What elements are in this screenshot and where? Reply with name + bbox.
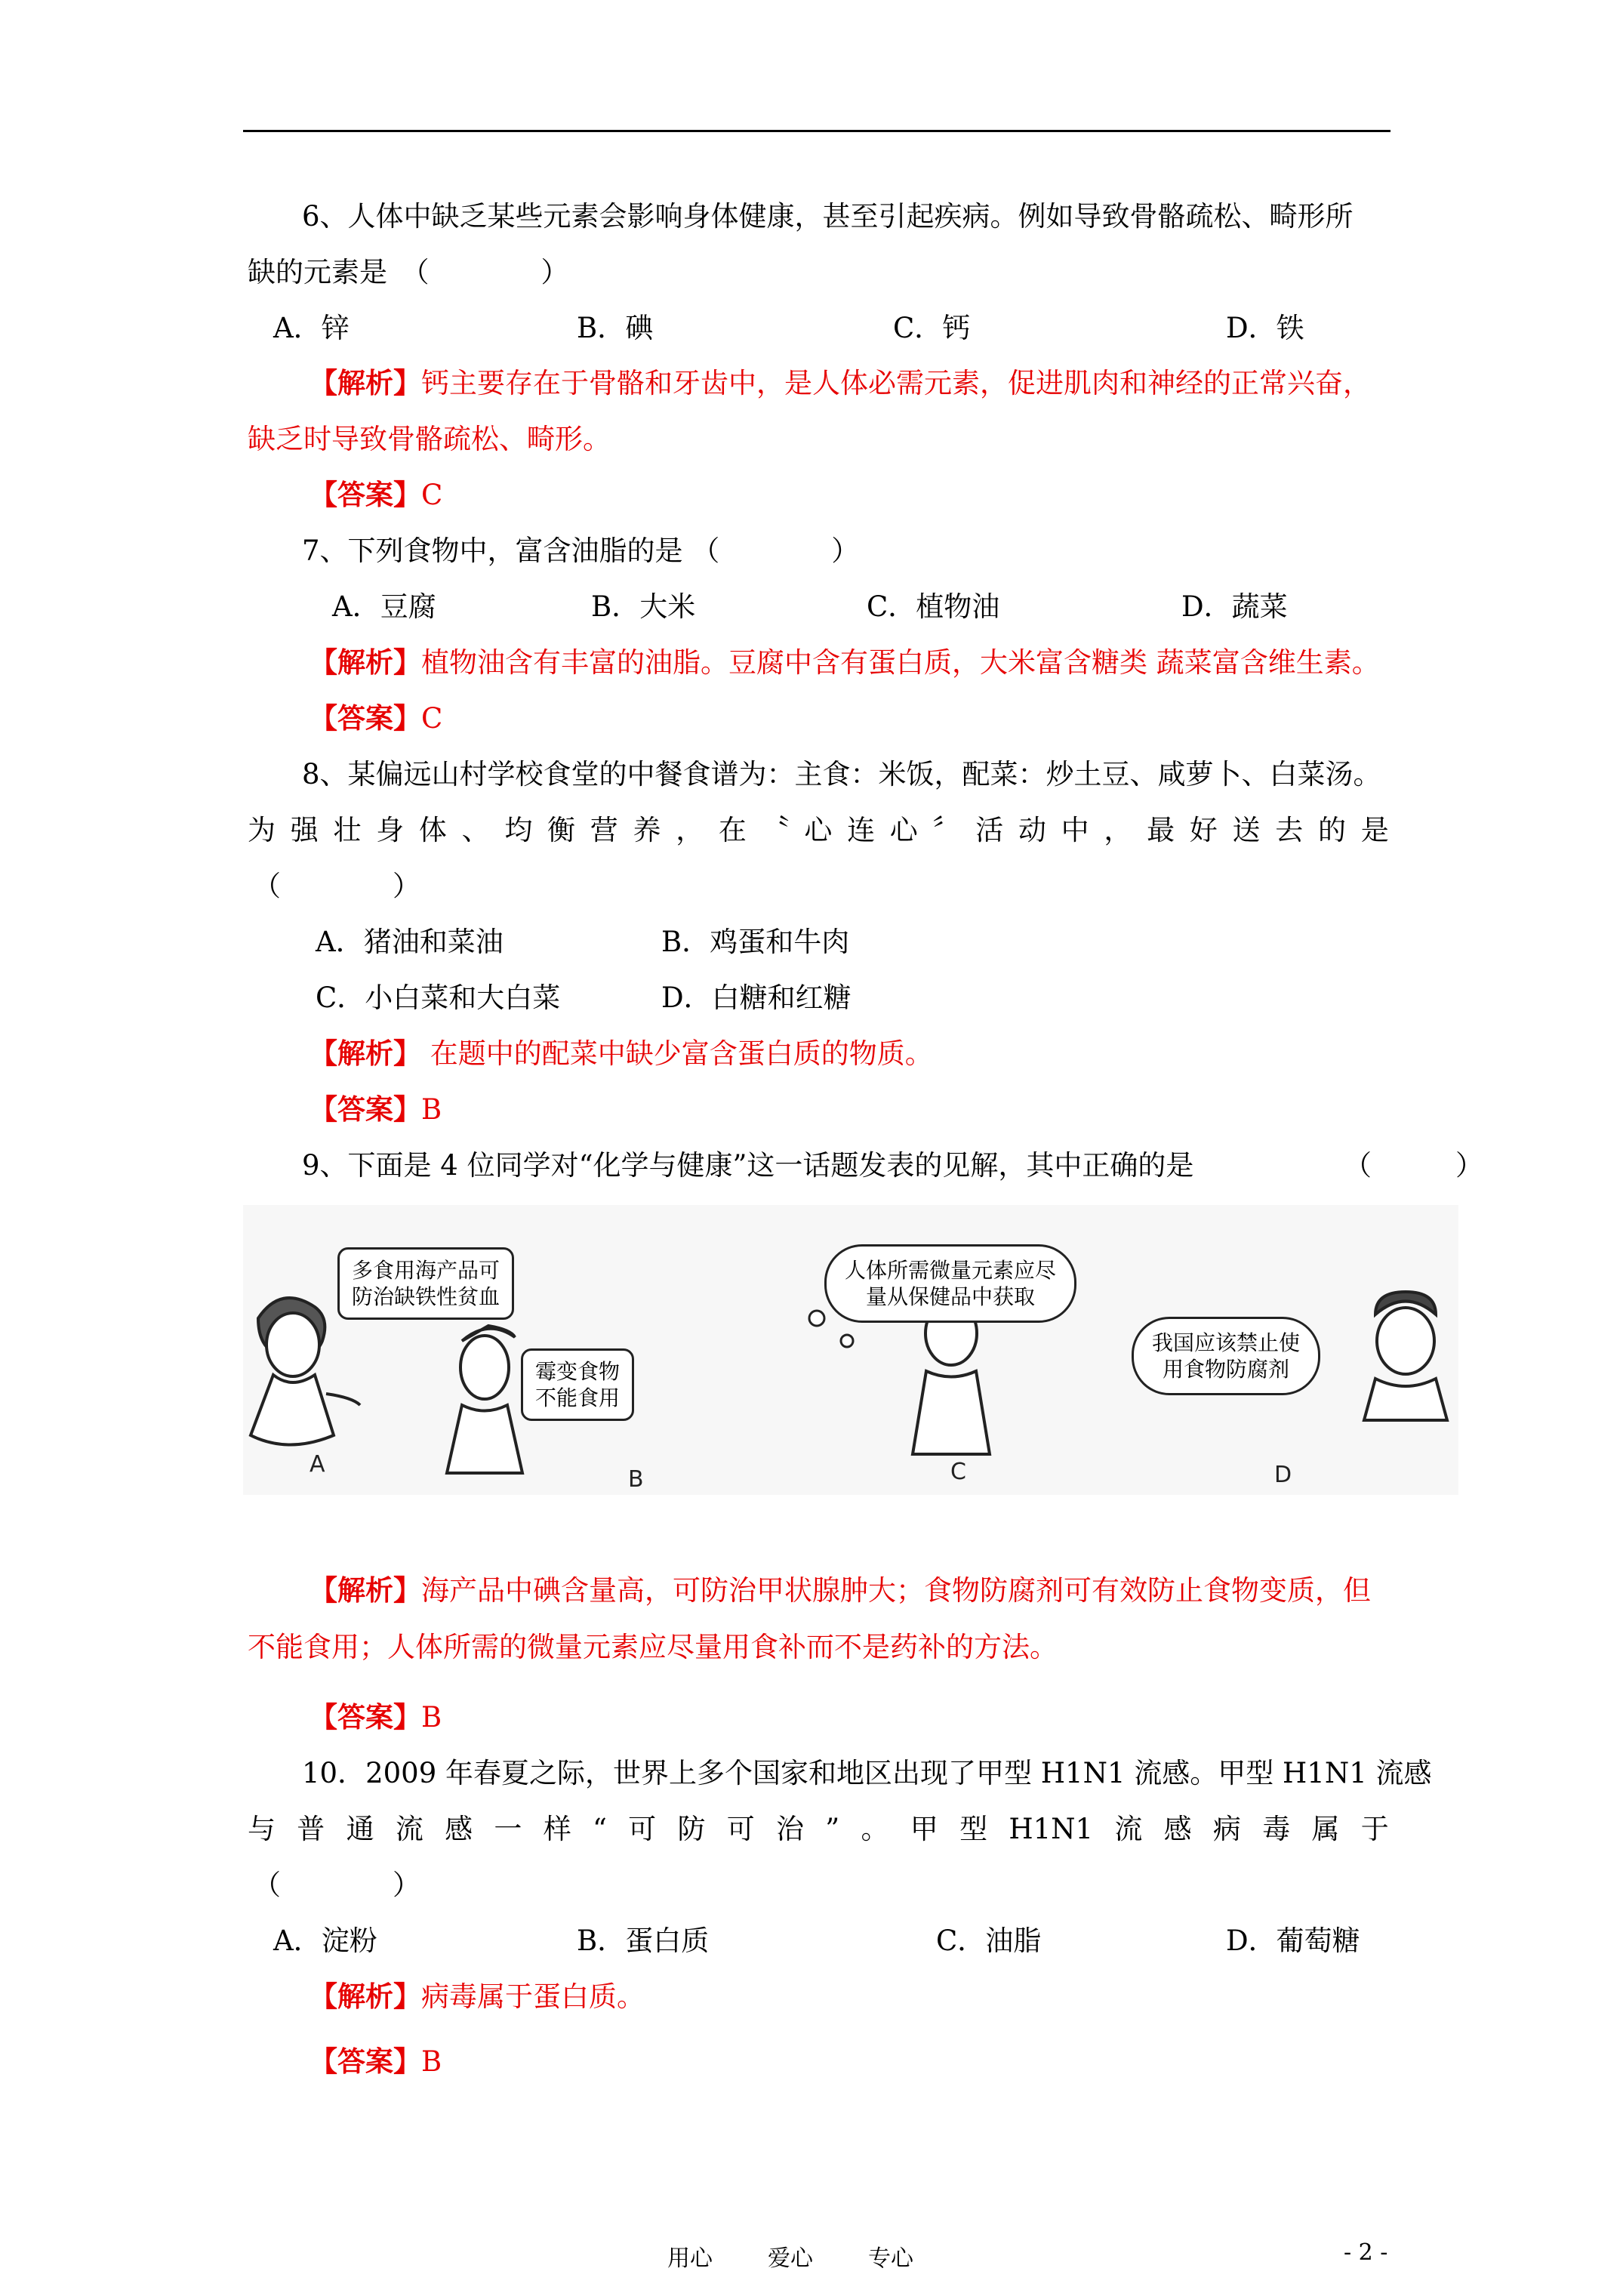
answer-tag: 【答案】 xyxy=(310,1701,421,1734)
analysis-tag: 【解析】 xyxy=(310,1037,421,1070)
q10-stem-line2: 与 普 通 流 感 一 样 “ 可 防 可 治 ” 。 甲 型 H1N1 流 感 病 毒 属 于 xyxy=(248,1813,1389,1845)
q8-stem-line2: 为 强 壮 身 体 、 均 衡 营 养 ， 在 〝 心 连 心 〞 活 动 中 ， 最 好 送 去 的 是 xyxy=(248,814,1389,846)
label-d: D xyxy=(1274,1462,1292,1488)
q10-option-d: D．葡萄糖 xyxy=(1226,1925,1360,1957)
q6-stem-line1: 6、人体中缺乏某些元素会影响身体健康，甚至引起疾病。例如导致骨骼疏松、畸形所 xyxy=(302,200,1354,233)
label-b: B xyxy=(628,1466,644,1493)
q6-stem-line2: 缺的元素是 （ ） xyxy=(248,256,569,288)
q9-answer-paren: （ ） xyxy=(1344,1149,1483,1182)
speech-bubble-a: 多食用海产品可 防治缺铁性贫血 xyxy=(337,1247,514,1320)
analysis-tag: 【解析】 xyxy=(310,367,421,399)
q8-analysis: 【解析】 在题中的配菜中缺少富含蛋白质的物质。 xyxy=(310,1037,933,1070)
q7-option-a: A．豆腐 xyxy=(332,590,436,623)
q9-answer: 【答案】B xyxy=(310,1701,442,1734)
q6-answer: 【答案】C xyxy=(310,479,443,511)
q7-stem: 7、下列食物中，富含油脂的是 （ ） xyxy=(302,535,860,567)
page-number: - 2 - xyxy=(1344,2239,1388,2266)
q10-analysis: 【解析】病毒属于蛋白质。 xyxy=(310,1980,645,2013)
q9-illustration xyxy=(243,1205,1458,1495)
q6-analysis-line1: 【解析】钙主要存在于骨骼和牙齿中，是人体必需元素，促进肌肉和神经的正常兴奋， xyxy=(310,367,1371,399)
q7-option-d: D．蔬菜 xyxy=(1181,590,1288,623)
q8-stem-line1: 8、某偏远山村学校食堂的中餐食谱为：主食：米饭，配菜：炒土豆、咸萝卜、白菜汤。 xyxy=(302,758,1381,791)
footer-text-1: 用心 xyxy=(667,2245,713,2272)
answer-tag: 【答案】 xyxy=(310,1093,421,1126)
q10-stem-line1: 10．2009 年春夏之际，世界上多个国家和地区出现了甲型 H1N1 流感。甲型 H1N1 流感 xyxy=(302,1757,1432,1789)
label-a: A xyxy=(310,1451,325,1478)
footer-text-2: 爱心 xyxy=(768,2245,813,2272)
student-b-figure xyxy=(447,1326,522,1473)
q10-option-c: C．油脂 xyxy=(936,1925,1042,1957)
q7-option-c: C．植物油 xyxy=(867,590,1000,623)
q8-option-d: D．白糖和红糖 xyxy=(661,982,852,1014)
q8-option-a: A．猪油和菜油 xyxy=(316,926,504,958)
student-a-figure xyxy=(251,1298,360,1445)
q10-option-b: B．蛋白质 xyxy=(577,1925,710,1957)
q9-analysis-line1: 【解析】海产品中碘含量高，可防治甲状腺肿大；食物防腐剂可有效防止食物变质，但 xyxy=(310,1574,1371,1607)
q6-option-d: D．铁 xyxy=(1226,312,1304,344)
q10-stem-line3: （ ） xyxy=(253,1869,420,1901)
q8-stem-line3: （ ） xyxy=(253,870,420,902)
footer-text-3: 专心 xyxy=(868,2245,913,2272)
thought-bubble-c: 人体所需微量元素应尽 量从保健品中获取 xyxy=(824,1244,1076,1323)
answer-tag: 【答案】 xyxy=(310,2045,421,2078)
header-rule xyxy=(243,130,1390,132)
q8-option-b: B．鸡蛋和牛肉 xyxy=(661,926,850,958)
q7-option-b: B．大米 xyxy=(591,590,696,623)
answer-tag: 【答案】 xyxy=(310,702,421,735)
q6-analysis-line2: 缺乏时导致骨骼疏松、畸形。 xyxy=(248,423,611,455)
q10-answer: 【答案】B xyxy=(310,2045,442,2078)
q9-stem: 9、下面是 4 位同学对“化学与健康”这一话题发表的见解，其中正确的是 xyxy=(302,1149,1194,1182)
speech-bubble-d: 我国应该禁止使 用食物防腐剂 xyxy=(1132,1317,1320,1395)
analysis-tag: 【解析】 xyxy=(310,646,421,679)
q6-option-a: A．锌 xyxy=(273,312,350,344)
answer-tag: 【答案】 xyxy=(310,479,421,511)
speech-bubble-b: 霉变食物 不能食用 xyxy=(521,1348,634,1421)
label-c: C xyxy=(950,1459,966,1485)
q8-option-c: C．小白菜和大白菜 xyxy=(316,982,561,1014)
student-d-figure xyxy=(1364,1292,1447,1420)
q9-analysis-line2: 不能食用；人体所需的微量元素应尽量用食补而不是药补的方法。 xyxy=(248,1631,1058,1663)
analysis-tag: 【解析】 xyxy=(310,1980,421,2013)
q7-analysis: 【解析】植物油含有丰富的油脂。豆腐中含有蛋白质，大米富含糖类 蔬菜富含维生素。 xyxy=(310,646,1380,679)
q6-option-c: C．钙 xyxy=(893,312,971,344)
q10-option-a: A．淀粉 xyxy=(273,1925,377,1957)
q7-answer: 【答案】C xyxy=(310,702,443,735)
q6-option-b: B．碘 xyxy=(577,312,654,344)
analysis-tag: 【解析】 xyxy=(310,1574,421,1607)
q8-answer: 【答案】B xyxy=(310,1093,442,1126)
